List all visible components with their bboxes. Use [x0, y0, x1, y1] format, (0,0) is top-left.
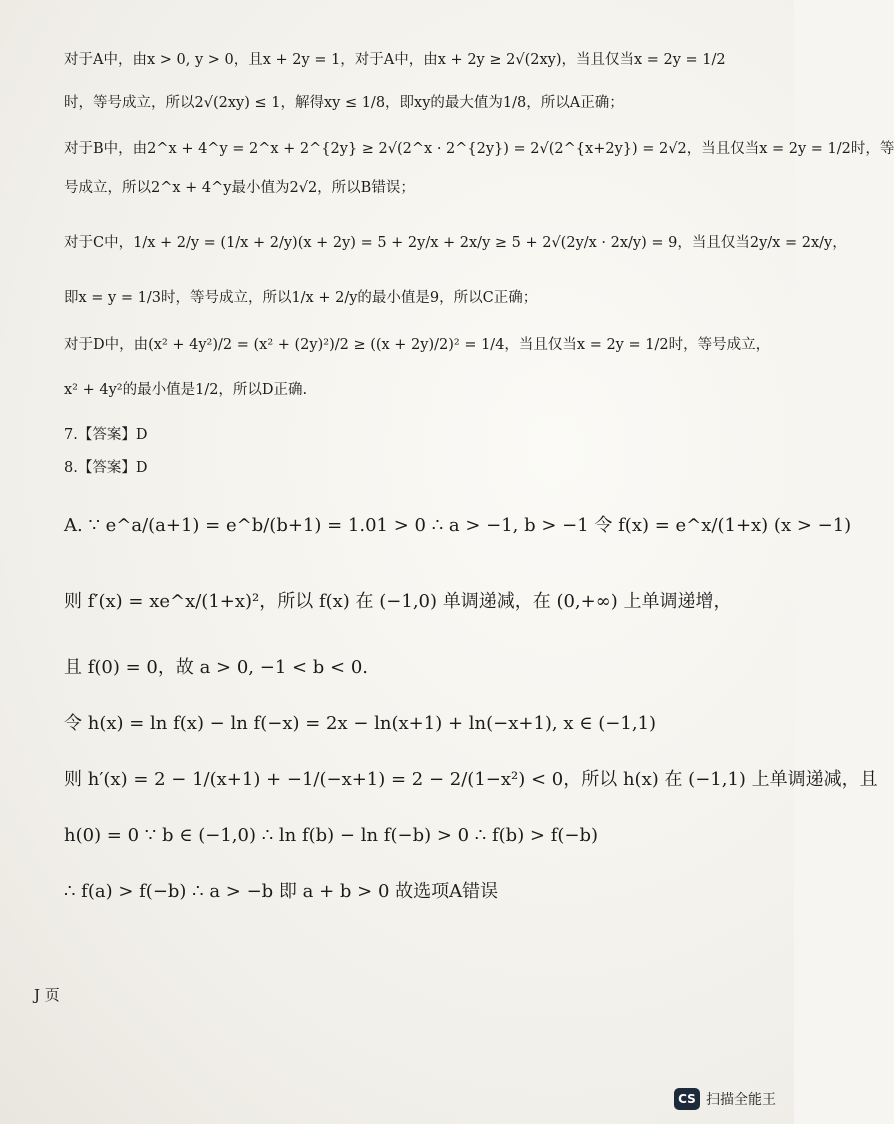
- line-4: 号成立，所以2^x + 4^y最小值为2√2，所以B错误；: [64, 180, 415, 196]
- line-3: 对于B中，由2^x + 4^y = 2^x + 2^{2y} ≥ 2√(2^x · 2^{2y}) = 2√(2^{x+2y}) = 2√2，当且仅当x = 2y = 1/2时，等: [64, 141, 894, 157]
- line-13: 则 h′(x) = 2 − 1/(x+1) + −1/(−x+1) = 2 − 2/(1−x²) < 0，所以 h(x) 在 (−1,1) 上单调递减，且: [64, 769, 878, 790]
- line-7: 对于D中，由(x² + 4y²)/2 = (x² + (2y)²)/2 ≥ ((x + 2y)/2)² = 1/4，当且仅当x = 2y = 1/2时，等号成立，: [64, 337, 771, 353]
- line-5: 对于C中，1/x + 2/y = (1/x + 2/y)(x + 2y) = 5 + 2y/x + 2x/y ≥ 5 + 2√(2y/x · 2x/y) = 9，当且仅当2y/x = 2x/y，: [64, 235, 847, 251]
- answer-7: 7.【答案】D: [64, 427, 148, 443]
- line-9: A. ∵ e^a/(a+1) = e^b/(b+1) = 1.01 > 0 ∴ a > −1, b > −1 令 f(x) = e^x/(1+x) (x > −1): [64, 515, 852, 536]
- line-6: 即x = y = 1/3时，等号成立，所以1/x + 2/y的最小值是9，所以C正确；: [64, 290, 538, 306]
- camscanner-logo-icon: CS: [674, 1088, 700, 1110]
- line-2: 时，等号成立，所以2√(2xy) ≤ 1，解得xy ≤ 1/8，即xy的最大值为1/8，所以A正确；: [64, 95, 624, 111]
- line-12: 令 h(x) = ln f(x) − ln f(−x) = 2x − ln(x+1) + ln(−x+1), x ∈ (−1,1): [64, 713, 657, 734]
- answer-8: 8.【答案】D: [64, 460, 148, 476]
- line-10: 则 f′(x) = xe^x/(1+x)²，所以 f(x) 在 (−1,0) 单调递减，在 (0,+∞) 上单调递增，: [64, 591, 732, 612]
- line-11: 且 f(0) = 0，故 a > 0, −1 < b < 0.: [64, 657, 369, 678]
- watermark-text: 扫描全能王: [706, 1092, 776, 1108]
- page-footer: J 页: [34, 986, 60, 1004]
- line-14: h(0) = 0 ∵ b ∈ (−1,0) ∴ ln f(b) − ln f(−b) > 0 ∴ f(b) > f(−b): [64, 825, 599, 846]
- line-15: ∴ f(a) > f(−b) ∴ a > −b 即 a + b > 0 故选项A错误: [64, 881, 499, 902]
- line-1: 对于A中，由x > 0, y > 0，且x + 2y = 1，对于A中，由x + 2y ≥ 2√(2xy)，当且仅当x = 2y = 1/2: [64, 52, 726, 68]
- line-8: x² + 4y²的最小值是1/2，所以D正确.: [64, 382, 308, 398]
- scanner-watermark: [674, 1088, 776, 1110]
